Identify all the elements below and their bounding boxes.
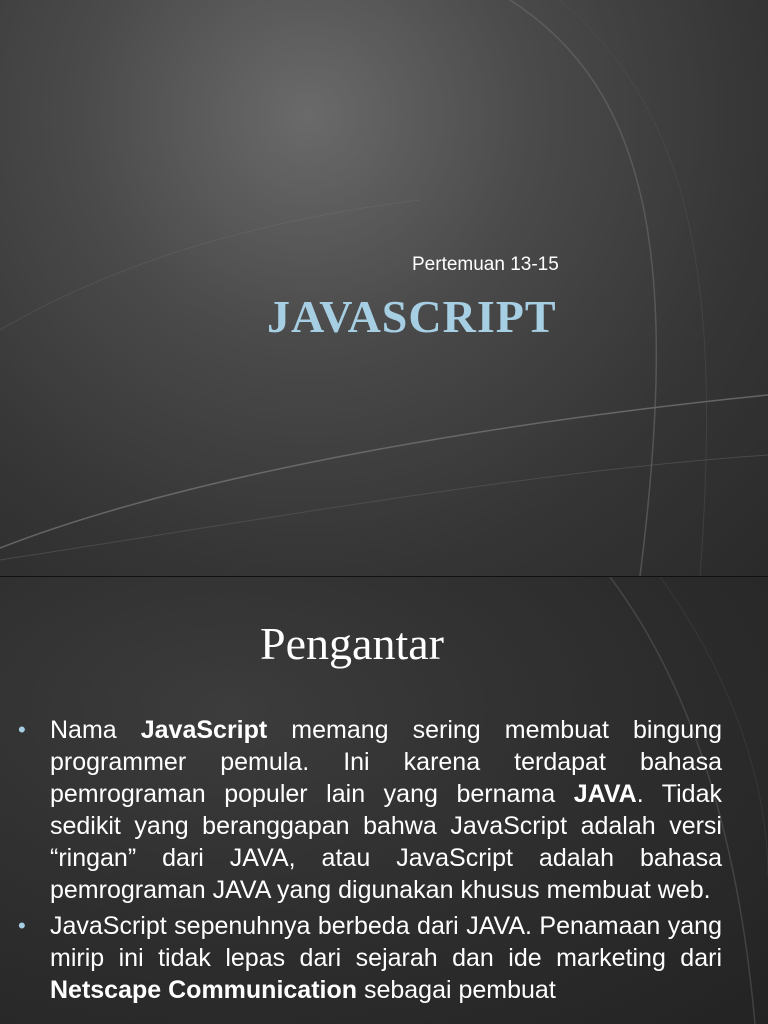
bullet-icon: •: [18, 717, 26, 742]
slide-title: JAVASCRIPT: [267, 291, 557, 342]
bullet-text: sebagai pembuat: [357, 976, 556, 1004]
bullet-text: Nama: [50, 716, 141, 744]
bullet-text: memang sering membuat bingung programmer pemula. Ini karena terdapat bahasa pemrograman populer lain yang bernama: [50, 716, 722, 808]
bullet-text: . Tidak sedikit yang beranggapan bahwa JavaScript adalah versi “ringan” dari JAVA, atau JavaScript adalah bahasa pemrograman JAVA yang digunakan khusus membuat web.: [50, 780, 722, 904]
bullet-text: JavaScript sepenuhnya berbeda dari JAVA. Penamaan yang mirip ini tidak lepas dari sejarah dan ide marketing dari: [50, 912, 722, 972]
bold-term: JAVA: [573, 780, 637, 808]
slide-subtitle: Pertemuan 13-15: [412, 254, 559, 275]
content-slide: [0, 577, 768, 1024]
bullet-item: [18, 910, 722, 1006]
bold-term: JavaScript: [140, 716, 268, 744]
slide-heading: Pengantar: [260, 618, 444, 669]
bold-term: Netscape Communication: [50, 976, 358, 1004]
bullet-item: [18, 714, 722, 906]
bullet-list: [18, 714, 722, 1010]
bullet-icon: •: [18, 913, 26, 938]
